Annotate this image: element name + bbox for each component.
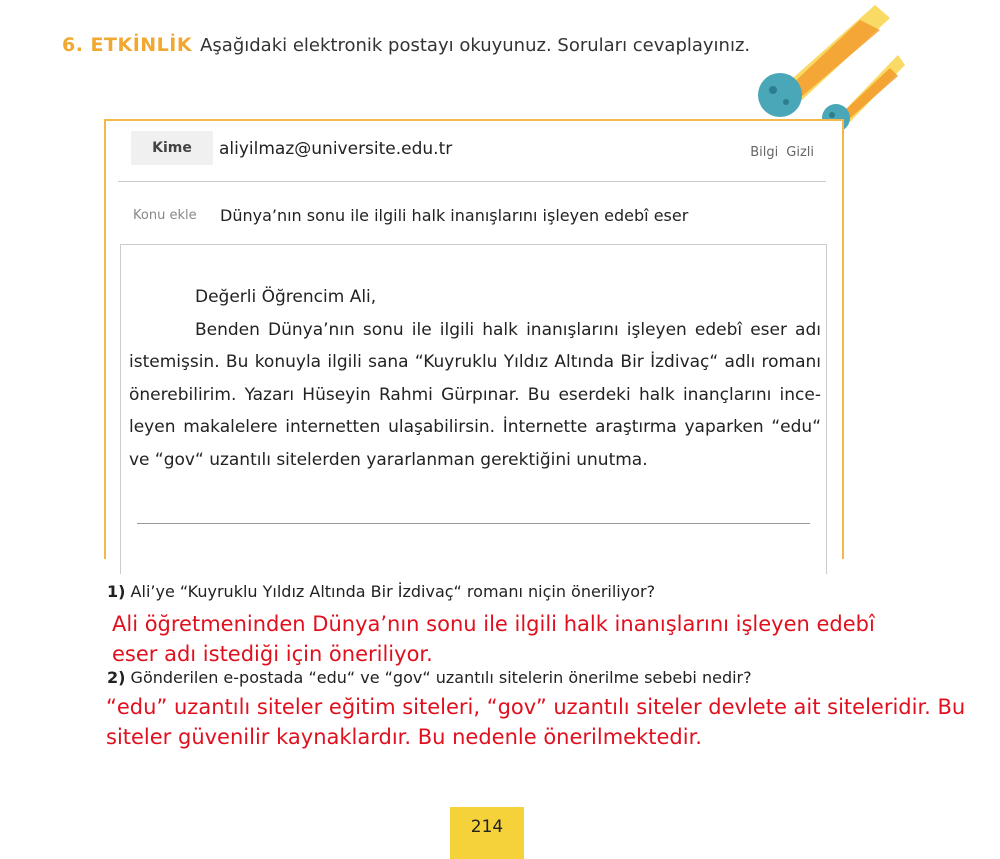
page-number: 214 [450,807,524,859]
activity-instruction: Aşağıdaki elektronik postayı okuyunuz. Soruları cevaplayınız. [200,35,751,56]
letter-body: Benden Dünya’nın sonu ile ilgili halk inanışlarını işleyen edebî eser adı istemişsin. Bu konuyla ilgili sana “Kuyruklu Yıldız Altında Bir İzdivaç“ adlı romanı önerebilirim. Yazarı Hüseyin Rahmi Gürpınar. Bu eserdeki halk inançlarını ince-leyen makalelere internetten ulaşabilirsin. İnternette araştırma yaparken “edu“ ve “gov“ uzantılı sitelerden yararlanman gerektiğini unutma. [129,319,821,470]
answer-1: Ali öğretmeninden Dünya’nın sonu ile ilgili halk inanışlarını işleyen edebî eser adı istediği için öneriliyor. [112,612,875,666]
question-2-number: 2) [107,668,126,687]
to-address-field[interactable]: aliyilmaz@universite.edu.tr [219,139,453,159]
header-divider [118,181,826,182]
activity-label: 6. ETKİNLİK [62,34,193,56]
email-body[interactable] [120,244,827,574]
activity-heading [62,34,750,56]
question-2-text: Gönderilen e-postada “edu“ ve “gov“ uzantılı sitelerin önerilme sebebi nedir? [130,668,752,687]
question-1-text: Ali’ye “Kuyruklu Yıldız Altında Bir İzdivaç“ romanı niçin öneriliyor? [130,582,656,601]
question-2 [107,668,752,687]
question-1 [107,582,655,601]
cc-link[interactable]: Bilgi [750,145,779,160]
to-button[interactable]: Kime [131,131,213,165]
letter-greeting: Değerli Öğrencim Ali, [195,287,377,307]
subject-field[interactable]: Dünya’nın sonu ile ilgili halk inanışlarını işleyen edebî eser [220,206,689,225]
answer-2: “edu” uzantılı siteler eğitim siteleri, “gov” uzantılı siteler devlete ait siteleridir. Bu siteler güvenilir kaynaklardır. Bu nedenle önerilmektedir. [106,695,966,749]
email-window [104,119,844,559]
letter-text [129,281,821,476]
question-1-number: 1) [107,582,126,601]
signature-divider [137,523,810,524]
cc-bcc-links [742,145,814,160]
bcc-link[interactable]: Gizli [786,145,814,160]
subject-label[interactable]: Konu ekle [133,208,197,223]
